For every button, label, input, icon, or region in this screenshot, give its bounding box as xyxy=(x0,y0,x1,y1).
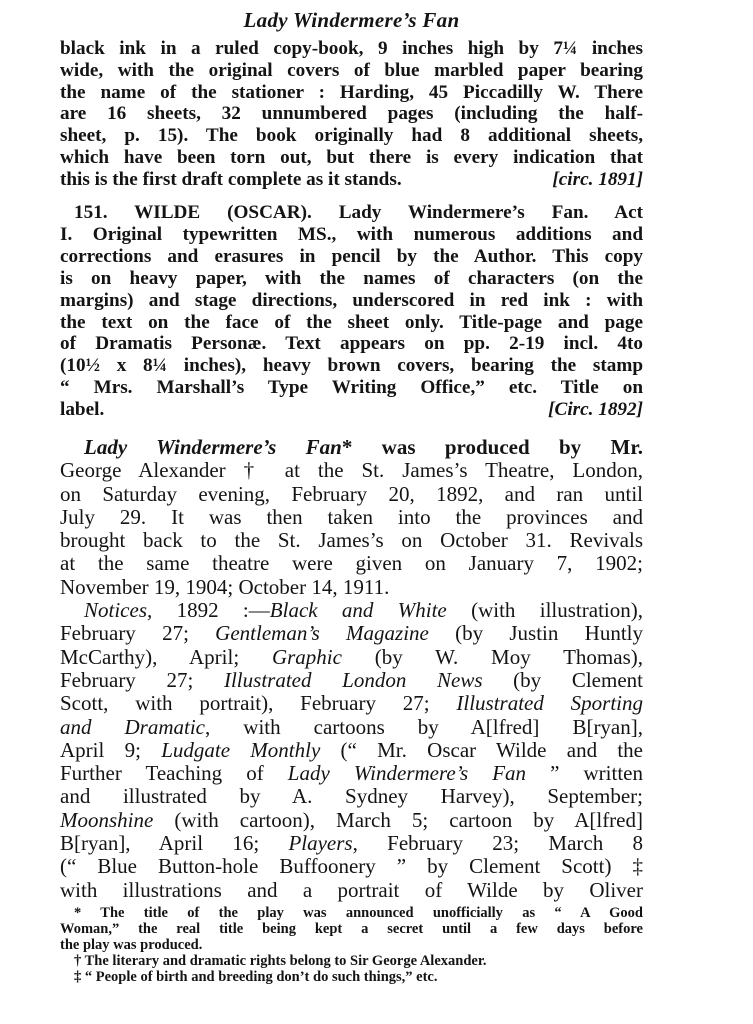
text-line: margins) and stage directions, underscored in red ink : with xyxy=(60,289,643,311)
notices-line: (“ Blue Button-hole Buffoonery ” by Clement Scott) ‡ xyxy=(60,854,643,879)
notices-line xyxy=(60,762,643,785)
text-span: (by Justin Huntly xyxy=(428,621,643,646)
play-title: Lady Windermere’s Fan xyxy=(84,435,342,459)
text-line: (10½ x 8¼ inches), heavy brown covers, bearing the stamp xyxy=(60,355,643,377)
text-span: Ludgate Monthly xyxy=(161,737,321,762)
text-line xyxy=(60,399,643,421)
production-history xyxy=(60,436,643,902)
text-line: which have been torn out, but there is every indication that xyxy=(60,146,643,168)
entry-150-date: [circ. 1891] xyxy=(552,168,643,190)
text-span: Players xyxy=(288,831,353,856)
text-span: Gentleman’s Magazine xyxy=(215,621,429,646)
text-span: * was produced by Mr. xyxy=(341,435,643,459)
notices-line xyxy=(60,716,643,739)
text-span: Black and White xyxy=(269,598,447,623)
notices-line xyxy=(60,669,643,692)
text-line: brought back to the St. James’s on October 31. Revivals xyxy=(60,528,643,553)
text-line xyxy=(60,436,643,459)
footnote-double-dagger: ‡ “ People of birth and breeding don’t do such things,” etc. xyxy=(74,969,438,985)
text-line: of Dramatis Personæ. Text appears on pp. 2-19 incl. 4to xyxy=(60,333,643,355)
text-line: on Saturday evening, February 20, 1892, and ran until xyxy=(60,481,643,506)
notices-line: with illustrations and a portrait of Wilde by Oliver xyxy=(60,877,643,902)
text-line: black ink in a ruled copy-book, 9 inches high by 7¼ inches xyxy=(60,38,643,59)
text-span: 1892 :— xyxy=(176,598,270,623)
text-line: “ Mrs. Marshall’s Type Writing Office,” etc. Title on xyxy=(60,377,643,399)
footnotes xyxy=(60,905,643,985)
text-span: Scott, with portrait), February 27; xyxy=(60,691,457,716)
text-line: is on heavy paper, with the names of characters (on the xyxy=(60,267,643,289)
text-line xyxy=(60,169,643,191)
text-span: and Dramatic xyxy=(60,714,206,739)
text-line: the name of the stationer : Harding, 45 Piccadilly W. There xyxy=(60,81,643,103)
text-line: wide, with the original covers of blue marbled paper bearing xyxy=(60,59,643,81)
text-span: B[ryan], April 16; xyxy=(60,831,289,856)
footnote-star-line: the play was produced. xyxy=(60,937,203,953)
text-line: George Alexander † at the St. James’s Theatre, London, xyxy=(60,458,643,483)
text-line: sheet, p. 15). The book originally had 8 additional sheets, xyxy=(60,125,643,147)
entry-151-heading-line: 151. WILDE (OSCAR). Lady Windermere’s Fan. Act xyxy=(74,202,643,223)
entry-151-date: [Circ. 1892] xyxy=(548,399,643,421)
text-span: (with illustration), xyxy=(446,598,643,623)
entry-150-description xyxy=(60,38,643,191)
text-line: at the same theatre were given on January 7, 1902; xyxy=(60,551,643,576)
entry-151 xyxy=(60,202,643,421)
text-span: , February 23; March 8 xyxy=(352,831,643,856)
text-span: February 27; xyxy=(60,667,224,692)
text-span: (with cartoon), March 5; cartoon by A[lfred] xyxy=(153,807,643,832)
text-line: are 16 sheets, 32 unnumbered pages (including the half- xyxy=(60,103,643,125)
text-span: Lady Windermere’s Fan xyxy=(287,761,527,786)
notices-line xyxy=(60,692,643,715)
notices-line xyxy=(60,622,643,645)
text-span: , with cartoons by A[lfred] B[ryan], xyxy=(205,714,643,739)
footnote-dagger: † The literary and dramatic rights belong to Sir George Alexander. xyxy=(74,953,487,969)
text-line: corrections and erasures in pencil by the Author. This copy xyxy=(60,245,643,267)
text-line: I. Original typewritten MS., with numerous additions and xyxy=(60,223,643,245)
text-span: Illustrated London News xyxy=(223,667,483,692)
notices-line xyxy=(60,646,643,669)
text-span: McCarthy), April; xyxy=(60,644,272,669)
text-span: Moonshine xyxy=(60,807,154,832)
text-span: Graphic xyxy=(271,644,342,669)
text-span: Notices, xyxy=(84,598,177,623)
text-span: ” written xyxy=(526,761,643,786)
footnote-star-line: * The title of the play was announced unofficially as “ A Good xyxy=(74,905,643,921)
text-span: (by W. Moy Thomas), xyxy=(341,644,643,669)
text-span: (“ Mr. Oscar Wilde and the xyxy=(320,737,643,762)
notices-line xyxy=(60,599,643,622)
text-span: February 27; xyxy=(60,621,216,646)
text-line: July 29. It was then taken into the provinces and xyxy=(60,504,643,529)
text-span: Further Teaching of xyxy=(60,761,288,786)
notices-line: and illustrated by A. Sydney Harvey), September; xyxy=(60,784,643,809)
text-span: April 9; xyxy=(60,737,162,762)
text-span: Illustrated Sporting xyxy=(456,691,643,716)
entry-150-last-text: this is the first draft complete as it stands. xyxy=(60,168,402,190)
notices-line xyxy=(60,739,643,762)
footnote-star-line: Woman,” the real title being kept a secret until a few days before xyxy=(60,921,643,937)
text-span: (by Clement xyxy=(482,667,643,692)
running-header: Lady Windermere’s Fan xyxy=(243,8,460,32)
text-line: the text on the face of the sheet only. Title-page and page xyxy=(60,311,643,333)
entry-151-last-text: label. xyxy=(60,399,105,421)
text-line: November 19, 1904; October 14, 1911. xyxy=(60,574,390,599)
notices-line xyxy=(60,832,643,855)
notices-line xyxy=(60,809,643,832)
